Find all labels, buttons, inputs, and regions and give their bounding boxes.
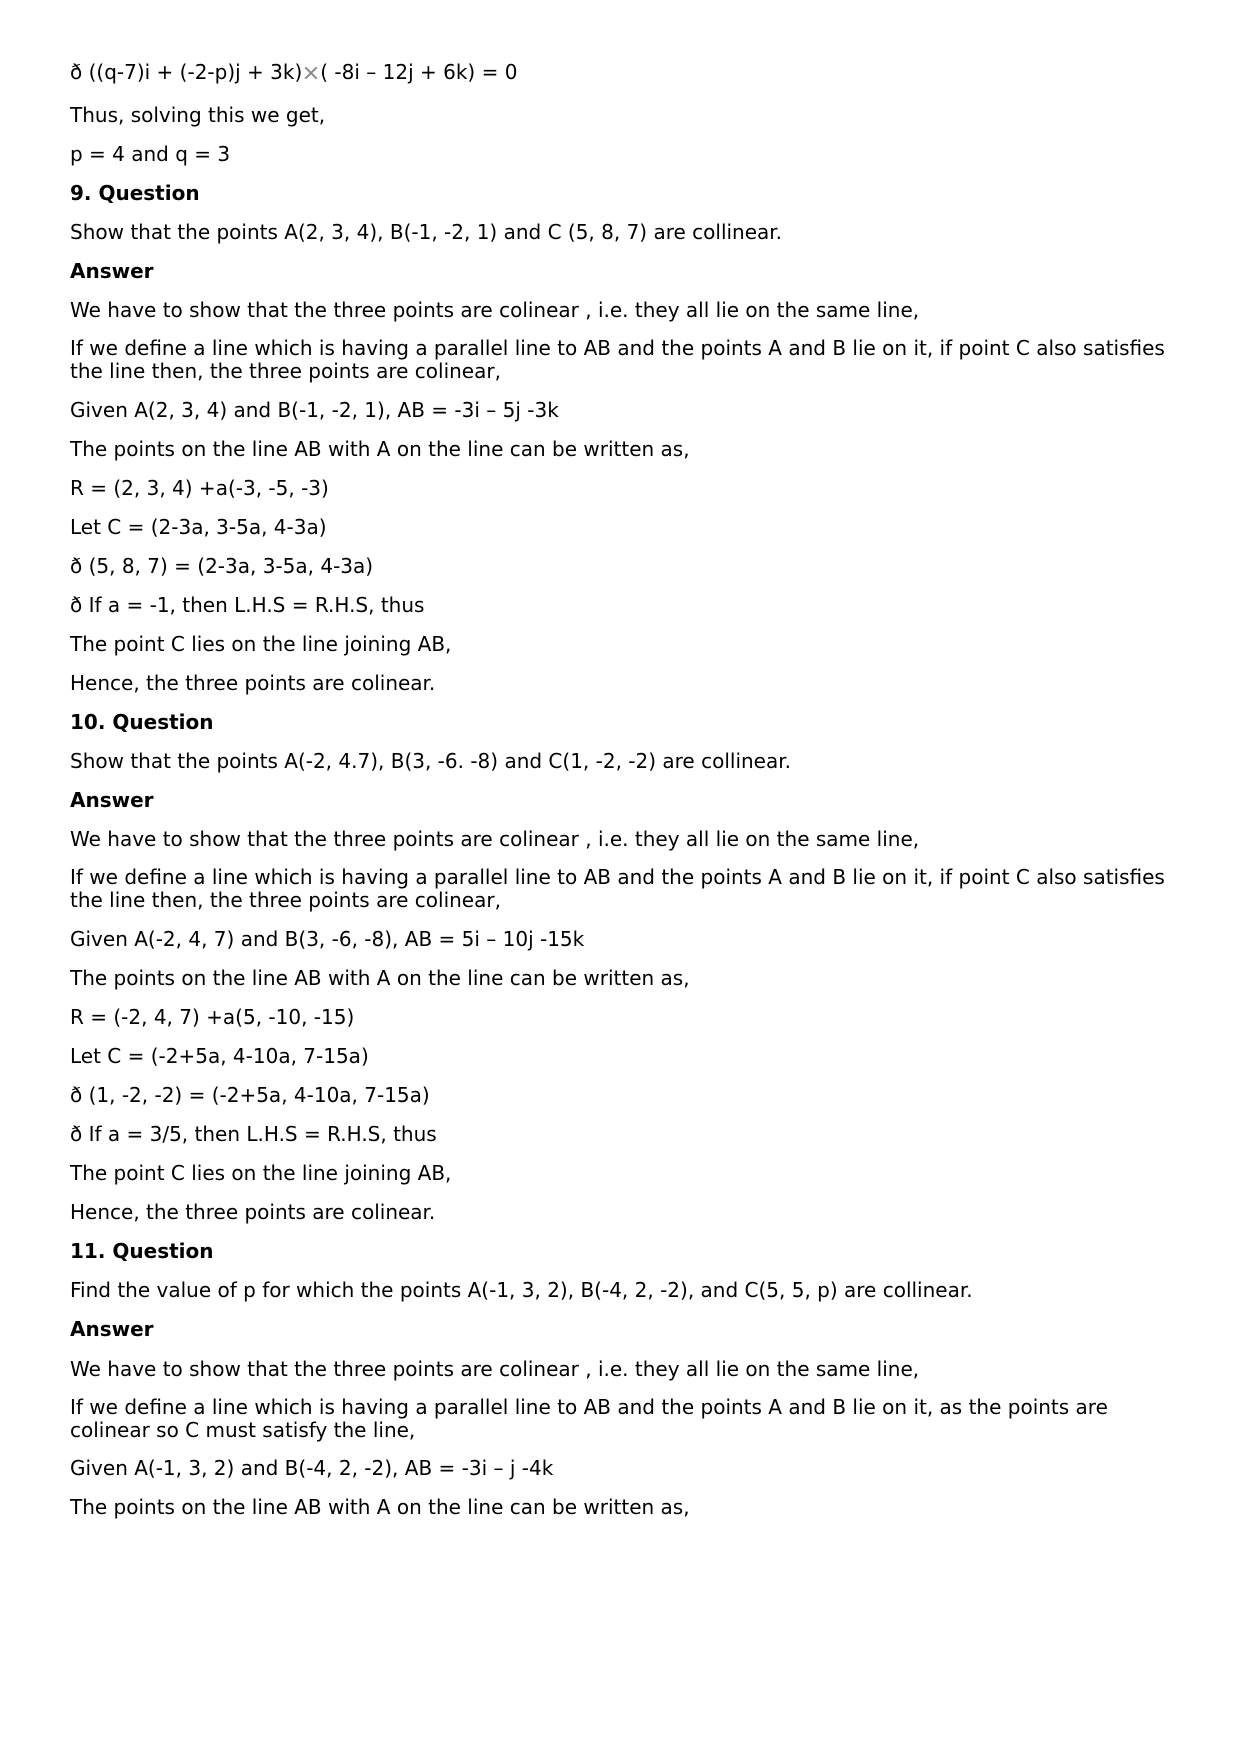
paragraph: Let C = (-2+5a, 4-10a, 7-15a) [70,1044,369,1068]
paragraph: Let C = (2-3a, 3-5a, 4-3a) [70,515,327,539]
question-text: Find the value of p for which the points A(-1, 3, 2), B(-4, 2, -2), and C(5, 5, p) are collinear. [70,1278,973,1302]
paragraph: The points on the line AB with A on the line can be written as, [70,966,690,990]
paragraph: Given A(-2, 4, 7) and B(3, -6, -8), AB = 5i – 10j -15k [70,927,585,951]
equation-line [70,60,1180,84]
cross-product-icon [304,66,318,80]
paragraph: ð If a = 3/5, then L.H.S = R.H.S, thus [70,1122,437,1146]
question-heading: 9. Question [70,181,200,205]
question-text: Show that the points A(2, 3, 4), B(-1, -2, 1) and C (5, 8, 7) are collinear. [70,220,783,244]
question-text: Show that the points A(-2, 4.7), B(3, -6. -8) and C(1, -2, -2) are collinear. [70,749,791,773]
paragraph: We have to show that the three points are colinear , i.e. they all lie on the same line, [70,298,920,322]
paragraph: Thus, solving this we get, [70,103,326,127]
paragraph: Hence, the three points are colinear. [70,671,436,695]
paragraph: The points on the line AB with A on the line can be written as, [70,1495,690,1519]
paragraph: If we define a line which is having a parallel line to AB and the points A and B lie on it, if point C also satisfies the line then, the three points are colinear, [70,865,1165,912]
paragraph: p = 4 and q = 3 [70,142,231,166]
paragraph: R = (-2, 4, 7) +a(5, -10, -15) [70,1005,355,1029]
paragraph: We have to show that the three points are colinear , i.e. they all lie on the same line, [70,827,920,851]
paragraph: Given A(2, 3, 4) and B(-1, -2, 1), AB = -3i – 5j -3k [70,398,559,422]
paragraph: ð (5, 8, 7) = (2-3a, 3-5a, 4-3a) [70,554,374,578]
paragraph: If we define a line which is having a parallel line to AB and the points A and B lie on it, if point C also satisfies the line then, the three points are colinear, [70,336,1165,383]
question-heading: 10. Question [70,710,214,734]
paragraph: Hence, the three points are colinear. [70,1200,436,1224]
answer-label: Answer [70,788,154,812]
paragraph: We have to show that the three points are colinear , i.e. they all lie on the same line, [70,1357,920,1381]
paragraph: ð If a = -1, then L.H.S = R.H.S, thus [70,593,425,617]
paragraph: The point C lies on the line joining AB, [70,1161,452,1185]
paragraph: Given A(-1, 3, 2) and B(-4, 2, -2), AB = -3i – j -4k [70,1456,554,1480]
answer-label: Answer [70,1317,154,1341]
equation-prefix: ð ((q-7)i + (-2-p)j + 3k) [70,60,303,84]
question-heading: 11. Question [70,1239,214,1263]
paragraph: R = (2, 3, 4) +a(-3, -5, -3) [70,476,329,500]
answer-label: Answer [70,259,154,283]
paragraph: If we define a line which is having a parallel line to AB and the points A and B lie on it, as the points are colinear so C must satisfy the line, [70,1395,1108,1442]
paragraph: The point C lies on the line joining AB, [70,632,452,656]
paragraph: The points on the line AB with A on the line can be written as, [70,437,690,461]
equation-suffix: ( -8i – 12j + 6k) = 0 [320,60,518,84]
paragraph: ð (1, -2, -2) = (-2+5a, 4-10a, 7-15a) [70,1083,430,1107]
